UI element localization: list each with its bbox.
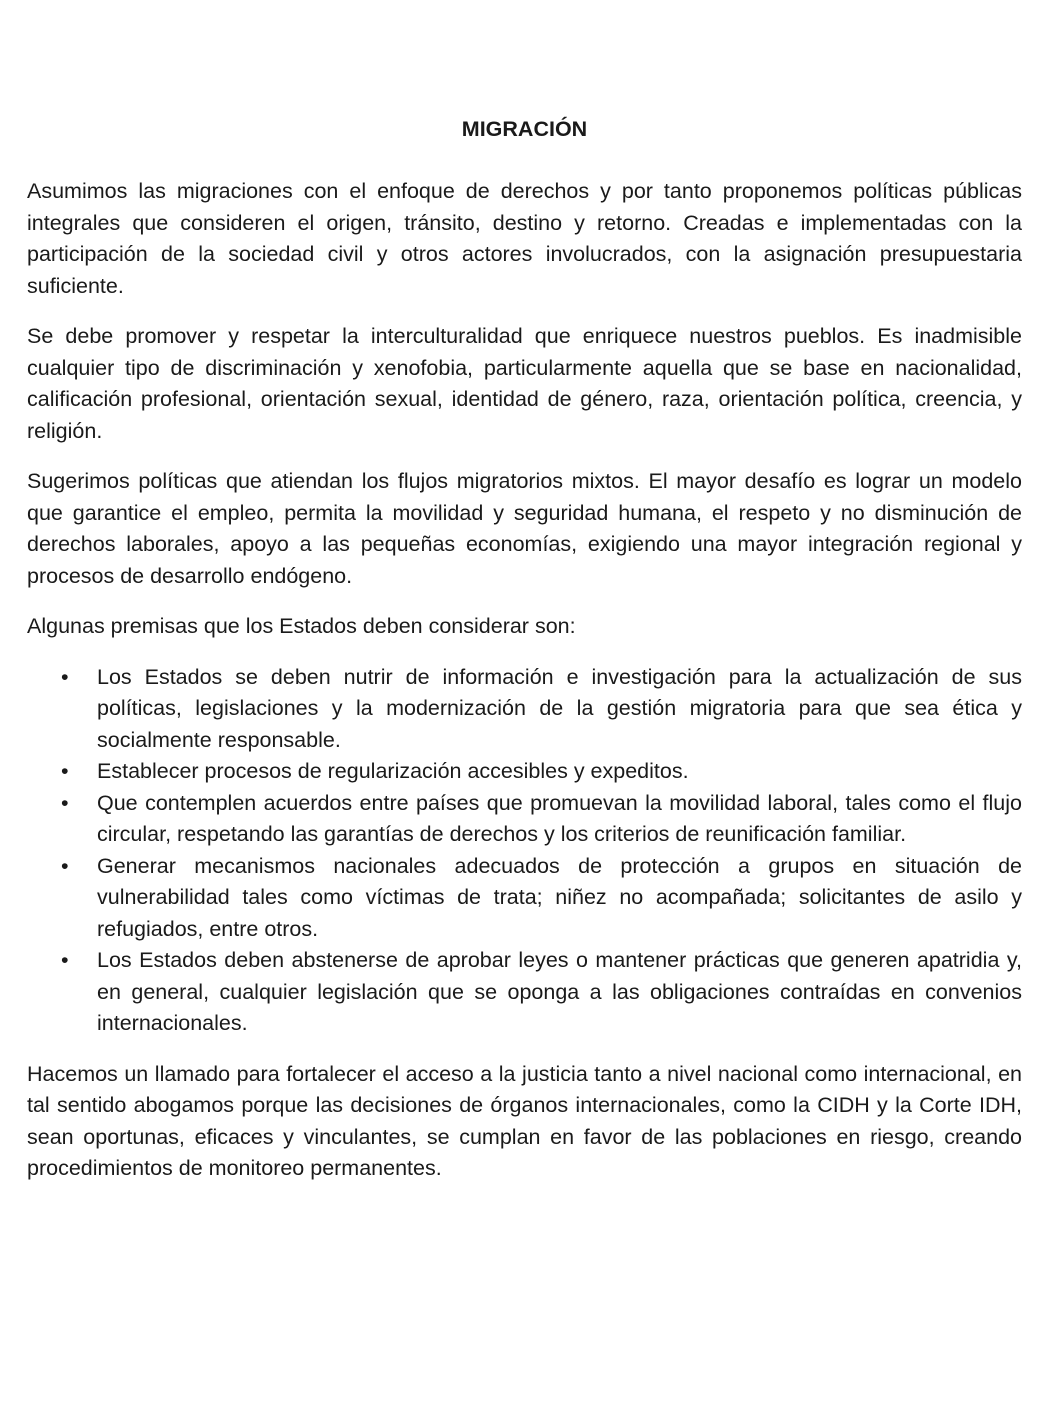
list-item-text: Los Estados deben abstenerse de aprobar leyes o mantener prácticas que generen apatridia y, en general, cualquier legislación que se oponga a las obligaciones contraídas en convenios internacionales.	[97, 948, 1022, 1035]
paragraph-premises-intro: Algunas premisas que los Estados deben considerar son:	[27, 614, 576, 638]
list-item	[27, 662, 1022, 757]
list-item-text: Que contemplen acuerdos entre países que promuevan la movilidad laboral, tales como el flujo circular, respetando las garantías de derechos y los criterios de reunificación familiar.	[97, 790, 1022, 846]
paragraph-access-to-justice: Hacemos un llamado para fortalecer el acceso a la justicia tanto a nivel nacional como internacional, en tal sentido abogamos porque las decisiones de órganos internacionales, como la CIDH y la Corte IDH, sean oportunas, eficaces y vinculantes, se cumplan en favor de las poblaciones en riesgo, creando procedimientos de monitoreo permanentes.	[27, 1061, 1022, 1180]
list-item	[27, 945, 1022, 1040]
list-item-text: Generar mecanismos nacionales adecuados de protección a grupos en situación de vulnerabilidad tales como víctimas de trata; niñez no acompañada; solicitantes de asilo y refugiados, entre otros.	[97, 853, 1022, 941]
document-page	[27, 113, 1022, 1204]
list-item	[27, 756, 1022, 788]
page-title: MIGRACIÓN	[461, 117, 588, 141]
list-item-text: Establecer procesos de regularización accesibles y expeditos.	[97, 759, 689, 783]
list-item	[27, 788, 1022, 851]
premises-list	[27, 662, 1022, 1040]
paragraph-rights-approach: Asumimos las migraciones con el enfoque de derechos y por tanto proponemos políticas públicas integrales que consideren el origen, tránsito, destino y retorno. Creadas e implementadas con la participación de la sociedad civil y otros actores involucrados, con la asignación presupuestaria suficiente.	[27, 179, 1022, 298]
paragraph-interculturality: Se debe promover y respetar la interculturalidad que enriquece nuestros pueblos. Es inadmisible cualquier tipo de discriminación y xenofobia, particularmente aquella que se base en nacionalidad, calificación profesional, orientación sexual, identidad de género, raza, orientación política, creencia, y religión.	[27, 324, 1022, 443]
bullet-icon: •	[61, 759, 69, 783]
list-item-text: Los Estados se deben nutrir de información e investigación para la actualización de sus políticas, legislaciones y la modernización de la gestión migratoria para que sea ética y socialmente responsable.	[97, 664, 1022, 752]
paragraph-mixed-flows: Sugerimos políticas que atiendan los flujos migratorios mixtos. El mayor desafío es lograr un modelo que garantice el empleo, permita la movilidad y seguridad humana, el respeto y no disminución de derechos laborales, apoyo a las pequeñas economías, exigiendo una mayor integración regional y procesos de desarrollo endógeno.	[27, 469, 1022, 588]
bullet-icon: •	[61, 664, 69, 689]
list-item	[27, 851, 1022, 946]
bullet-icon: •	[61, 790, 69, 815]
bullet-icon: •	[61, 853, 69, 878]
bullet-icon: •	[61, 948, 69, 972]
